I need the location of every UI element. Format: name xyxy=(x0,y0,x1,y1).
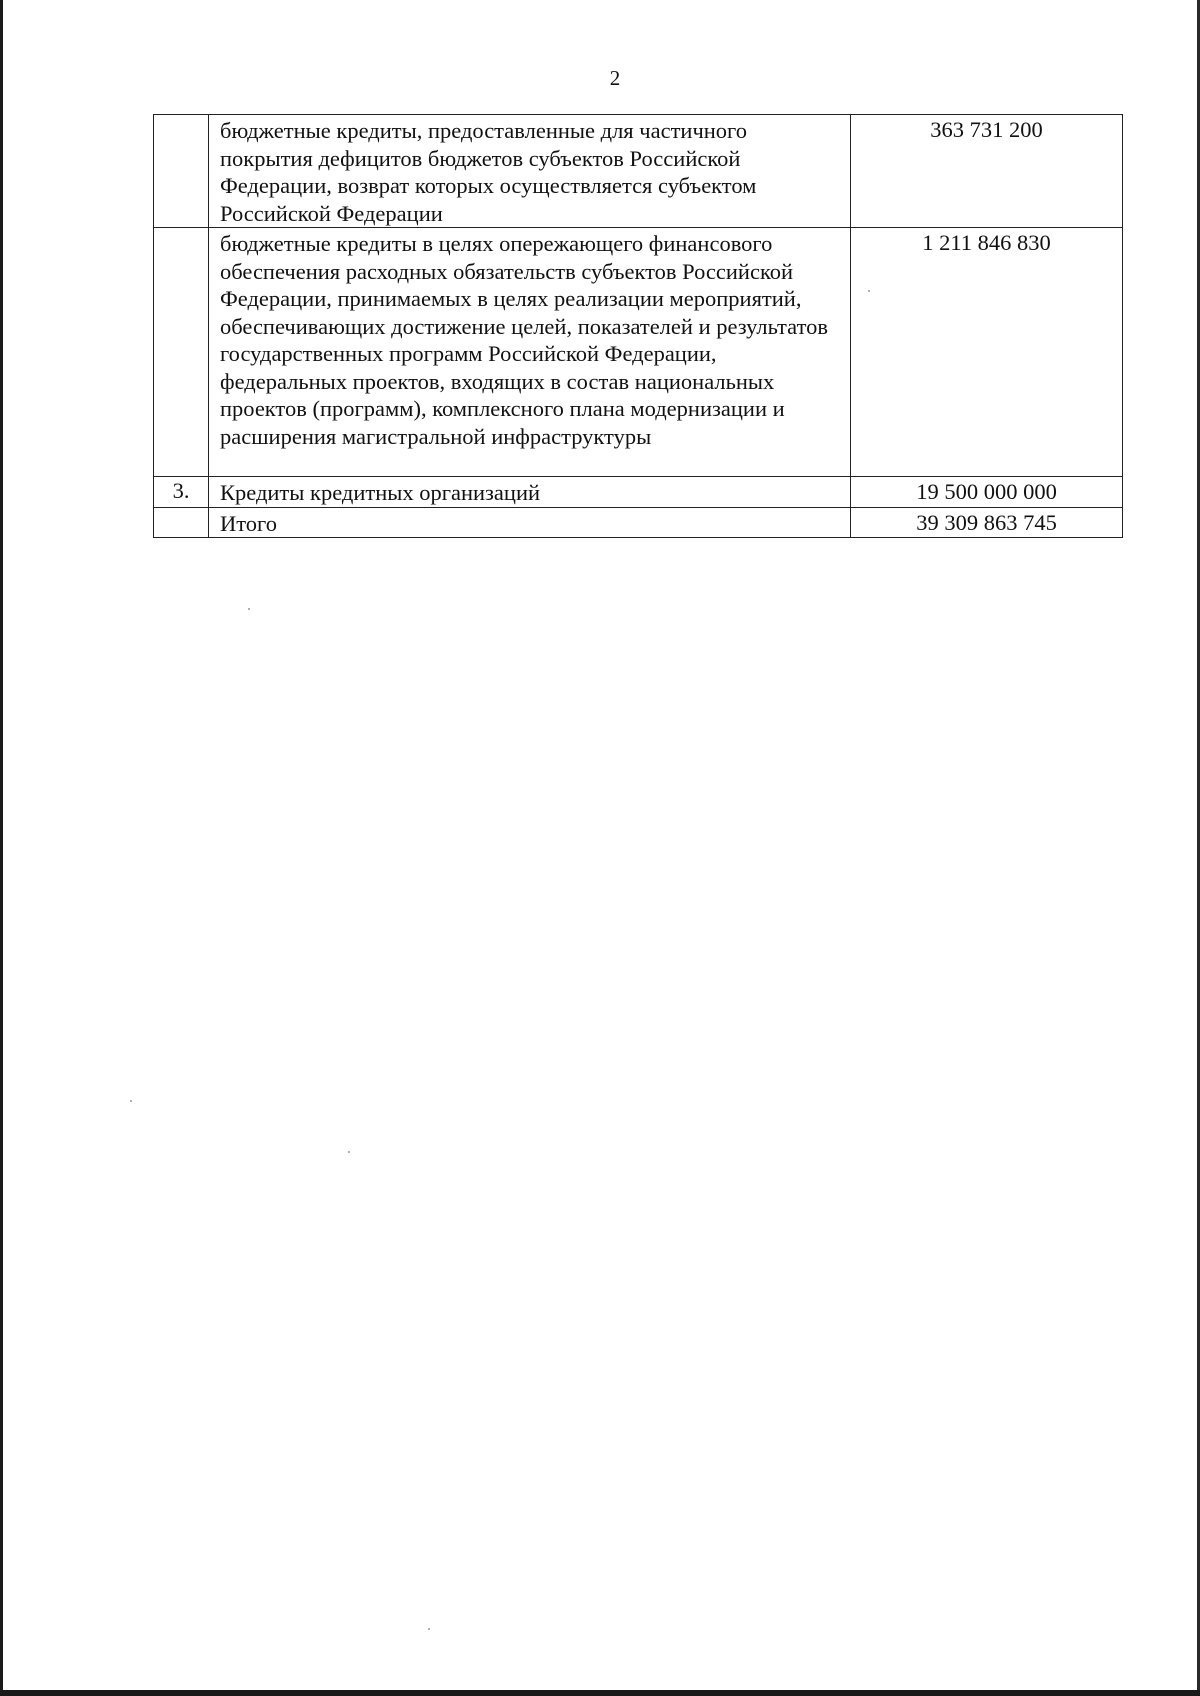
row-number xyxy=(154,507,209,538)
row-number xyxy=(154,228,209,477)
scan-speck xyxy=(868,290,870,292)
row-amount: 19 500 000 000 xyxy=(851,477,1123,508)
table-row xyxy=(154,228,1123,477)
scan-speck xyxy=(428,1628,430,1630)
budget-table xyxy=(153,114,1123,538)
table-row xyxy=(154,115,1123,228)
page-number: 2 xyxy=(609,66,621,90)
row-amount: 1 211 846 830 xyxy=(851,228,1123,477)
row-description: бюджетные кредиты в целях опережающего финансового обеспечения расходных обязательств субъектов Российской Федерации, принимаемых в целях реализации мероприятий, обеспечивающих достижение целей, показателей и результатов государственных программ Российской Федерации, федеральных проектов, входящих в состав национальных проектов (программ), комплексного плана модернизации и расширения магистральной инфраструктуры xyxy=(209,228,851,477)
row-amount: 363 731 200 xyxy=(851,115,1123,228)
row-amount: 39 309 863 745 xyxy=(851,507,1123,538)
row-description: Кредиты кредитных организаций xyxy=(209,477,851,508)
scan-speck xyxy=(248,608,250,610)
row-number: 3. xyxy=(154,477,209,508)
table-row xyxy=(154,477,1123,508)
scan-edge-left xyxy=(0,0,3,1696)
scan-speck xyxy=(130,1100,132,1102)
row-description: бюджетные кредиты, предоставленные для частичного покрытия дефицитов бюджетов субъектов Российской Федерации, возврат которых осуществляется субъектом Российской Федерации xyxy=(209,115,851,228)
table-row xyxy=(154,507,1123,538)
scan-edge-bottom xyxy=(0,1690,1200,1696)
row-number xyxy=(154,115,209,228)
row-description: Итого xyxy=(209,507,851,538)
scan-speck xyxy=(348,1151,350,1153)
